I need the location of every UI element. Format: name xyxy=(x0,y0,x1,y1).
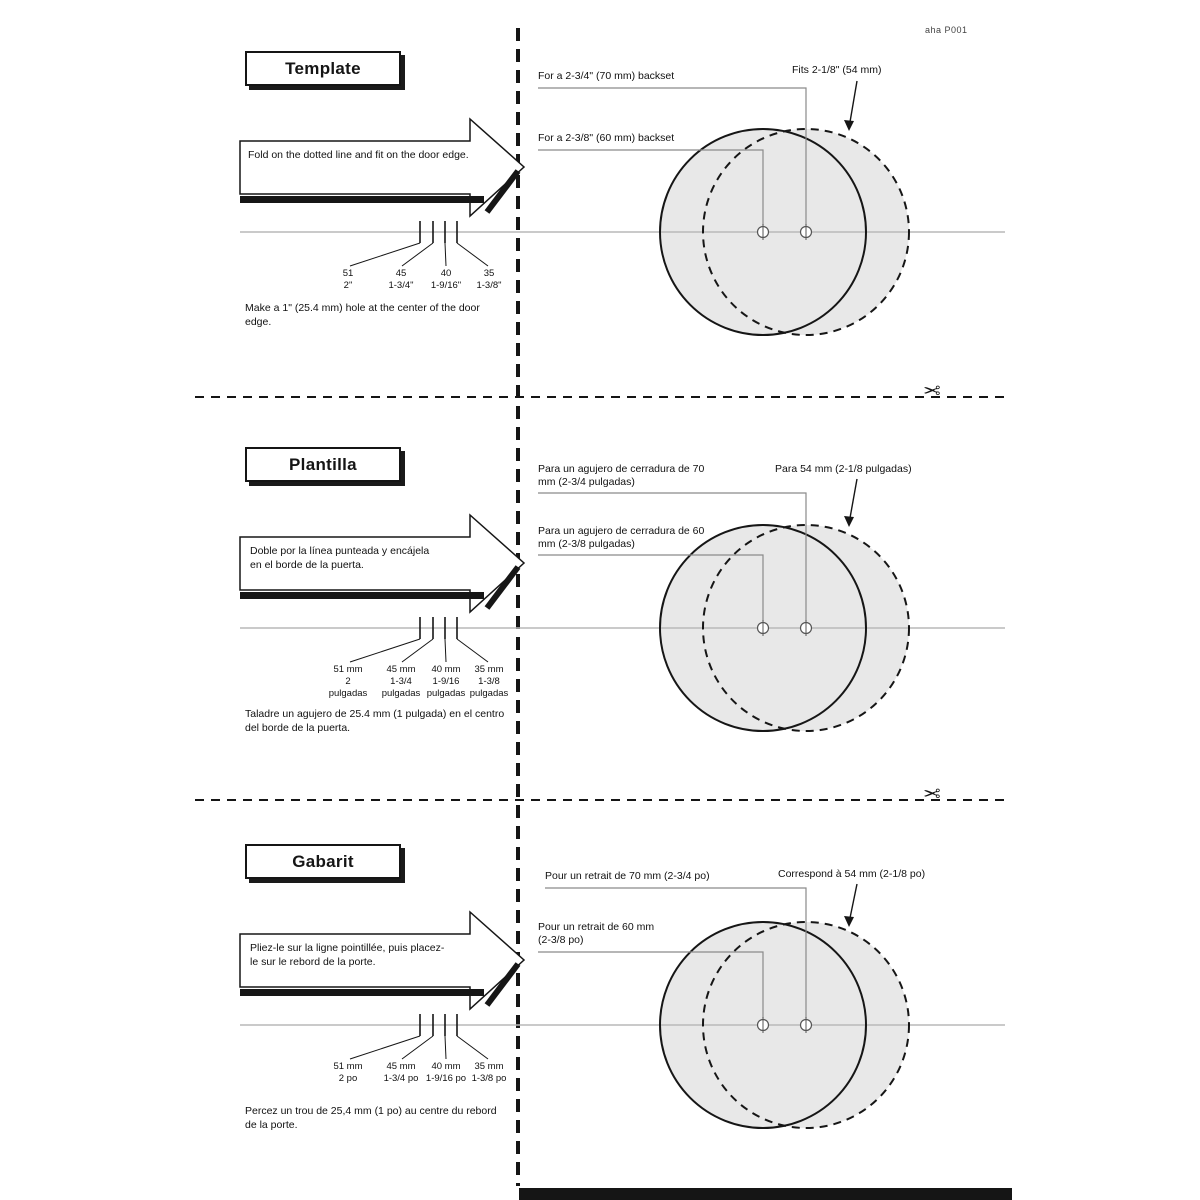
scissors-icon: ✂ xyxy=(923,783,941,806)
bottom-edge-bar xyxy=(519,1188,1012,1200)
tick-label-51: 51 mm 2 po xyxy=(333,1061,363,1084)
hole-note: Make a 1" (25.4 mm) hole at the center of the door edge. xyxy=(245,302,480,329)
section-french xyxy=(0,818,1200,1190)
door-edge-bar xyxy=(240,989,484,996)
leader-bore-arrowhead xyxy=(844,120,854,131)
tick-label-45: 45 1-3/4" xyxy=(388,268,414,291)
bore-label: Fits 2-1/8" (54 mm) xyxy=(792,64,882,76)
tick-callout-lines xyxy=(350,243,488,266)
backset-60-label: Pour un retrait de 60 mm (2-3/8 po) xyxy=(538,921,655,947)
backset-70-label: Pour un retrait de 70 mm (2-3/4 po) xyxy=(545,870,710,882)
cut-line-2 xyxy=(195,783,1007,806)
section-title: Gabarit xyxy=(292,851,354,871)
section-english xyxy=(0,25,1200,397)
tick-callout-lines xyxy=(350,1036,488,1059)
section-title-box xyxy=(245,447,401,482)
tick-label-40: 40 mm 1-9/16 pulgadas xyxy=(426,664,466,699)
tick-label-35: 35 mm 1-3/8 pulgadas xyxy=(469,664,509,699)
tick-label-35: 35 1-3/8" xyxy=(476,268,502,291)
tick-label-40: 40 1-9/16" xyxy=(430,268,462,291)
tick-callout-lines xyxy=(350,639,488,662)
door-edge-bar xyxy=(240,196,484,203)
leader-bore xyxy=(850,479,857,518)
fold-instruction: Pliez-le sur la ligne pointillée, puis placez-le sur le rebord de la porte. xyxy=(250,942,445,968)
leader-bore-arrowhead xyxy=(844,516,854,527)
tick-label-51: 51 2" xyxy=(342,268,354,291)
backset-70-label: For a 2-3/4" (70 mm) backset xyxy=(538,70,675,82)
bore-label: Correspond à 54 mm (2-1/8 po) xyxy=(778,868,926,880)
bore-label: Para 54 mm (2-1/8 pulgadas) xyxy=(775,463,912,475)
hole-note: Percez un trou de 25,4 mm (1 po) au centre du rebord de la porte. xyxy=(245,1105,497,1132)
tick-label-45: 45 mm 1-3/4 pulgadas xyxy=(381,664,421,699)
tick-label-35: 35 mm 1-3/8 po xyxy=(471,1061,507,1084)
tick-label-51: 51 mm 2 pulgadas xyxy=(328,664,368,699)
door-edge-bar xyxy=(240,592,484,599)
scissors-icon: ✂ xyxy=(923,380,941,403)
section-spanish xyxy=(0,421,1200,793)
tick-label-45: 45 mm 1-3/4 po xyxy=(383,1061,419,1084)
backset-60-label: For a 2-3/8" (60 mm) backset xyxy=(538,132,675,144)
leader-bore-arrowhead xyxy=(844,916,854,927)
section-title: Template xyxy=(285,58,361,78)
doc-code: aha P001 xyxy=(925,25,968,35)
backset-60-label: Para un agujero de cerradura de 60 mm (2-3/8 pulgadas) xyxy=(538,525,705,551)
hole-note: Taladre un agujero de 25.4 mm (1 pulgada) en el centro del borde de la puerta. xyxy=(245,708,505,735)
backset-70-label: Para un agujero de cerradura de 70 mm (2-3/4 pulgadas) xyxy=(538,463,705,489)
section-title-box xyxy=(245,844,401,879)
leader-bore xyxy=(850,884,857,918)
leader-bore xyxy=(850,81,857,122)
section-title: Plantilla xyxy=(289,454,357,474)
cut-line-1 xyxy=(195,380,1007,403)
fold-instruction: Doble por la línea punteada y encájela en el borde de la puerta. xyxy=(250,545,430,571)
tick-label-40: 40 mm 1-9/16 po xyxy=(425,1061,467,1084)
section-title-box xyxy=(245,51,401,86)
fold-instruction: Fold on the dotted line and fit on the door edge. xyxy=(248,149,469,161)
